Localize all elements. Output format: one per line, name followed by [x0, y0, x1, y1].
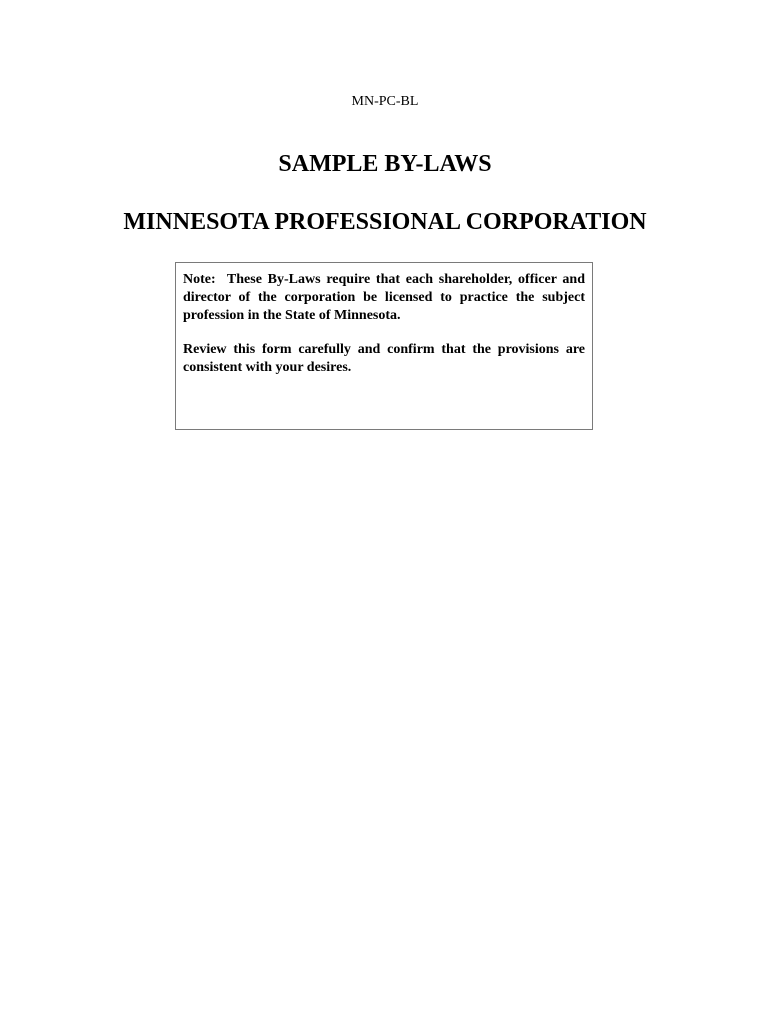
- document-code: MN-PC-BL: [351, 94, 419, 109]
- note-box: [175, 262, 593, 430]
- note-paragraph-review: Review this form carefully and confirm that the provisions are consistent with your desires.: [183, 342, 585, 375]
- document-title: SAMPLE BY-LAWS: [278, 151, 492, 177]
- note-paragraph-licensing: Note: These By-Laws require that each shareholder, officer and director of the corporation be licensed to practice the subject profession in the State of Minnesota.: [183, 272, 589, 323]
- document-subtitle: MINNESOTA PROFESSIONAL CORPORATION: [123, 209, 647, 235]
